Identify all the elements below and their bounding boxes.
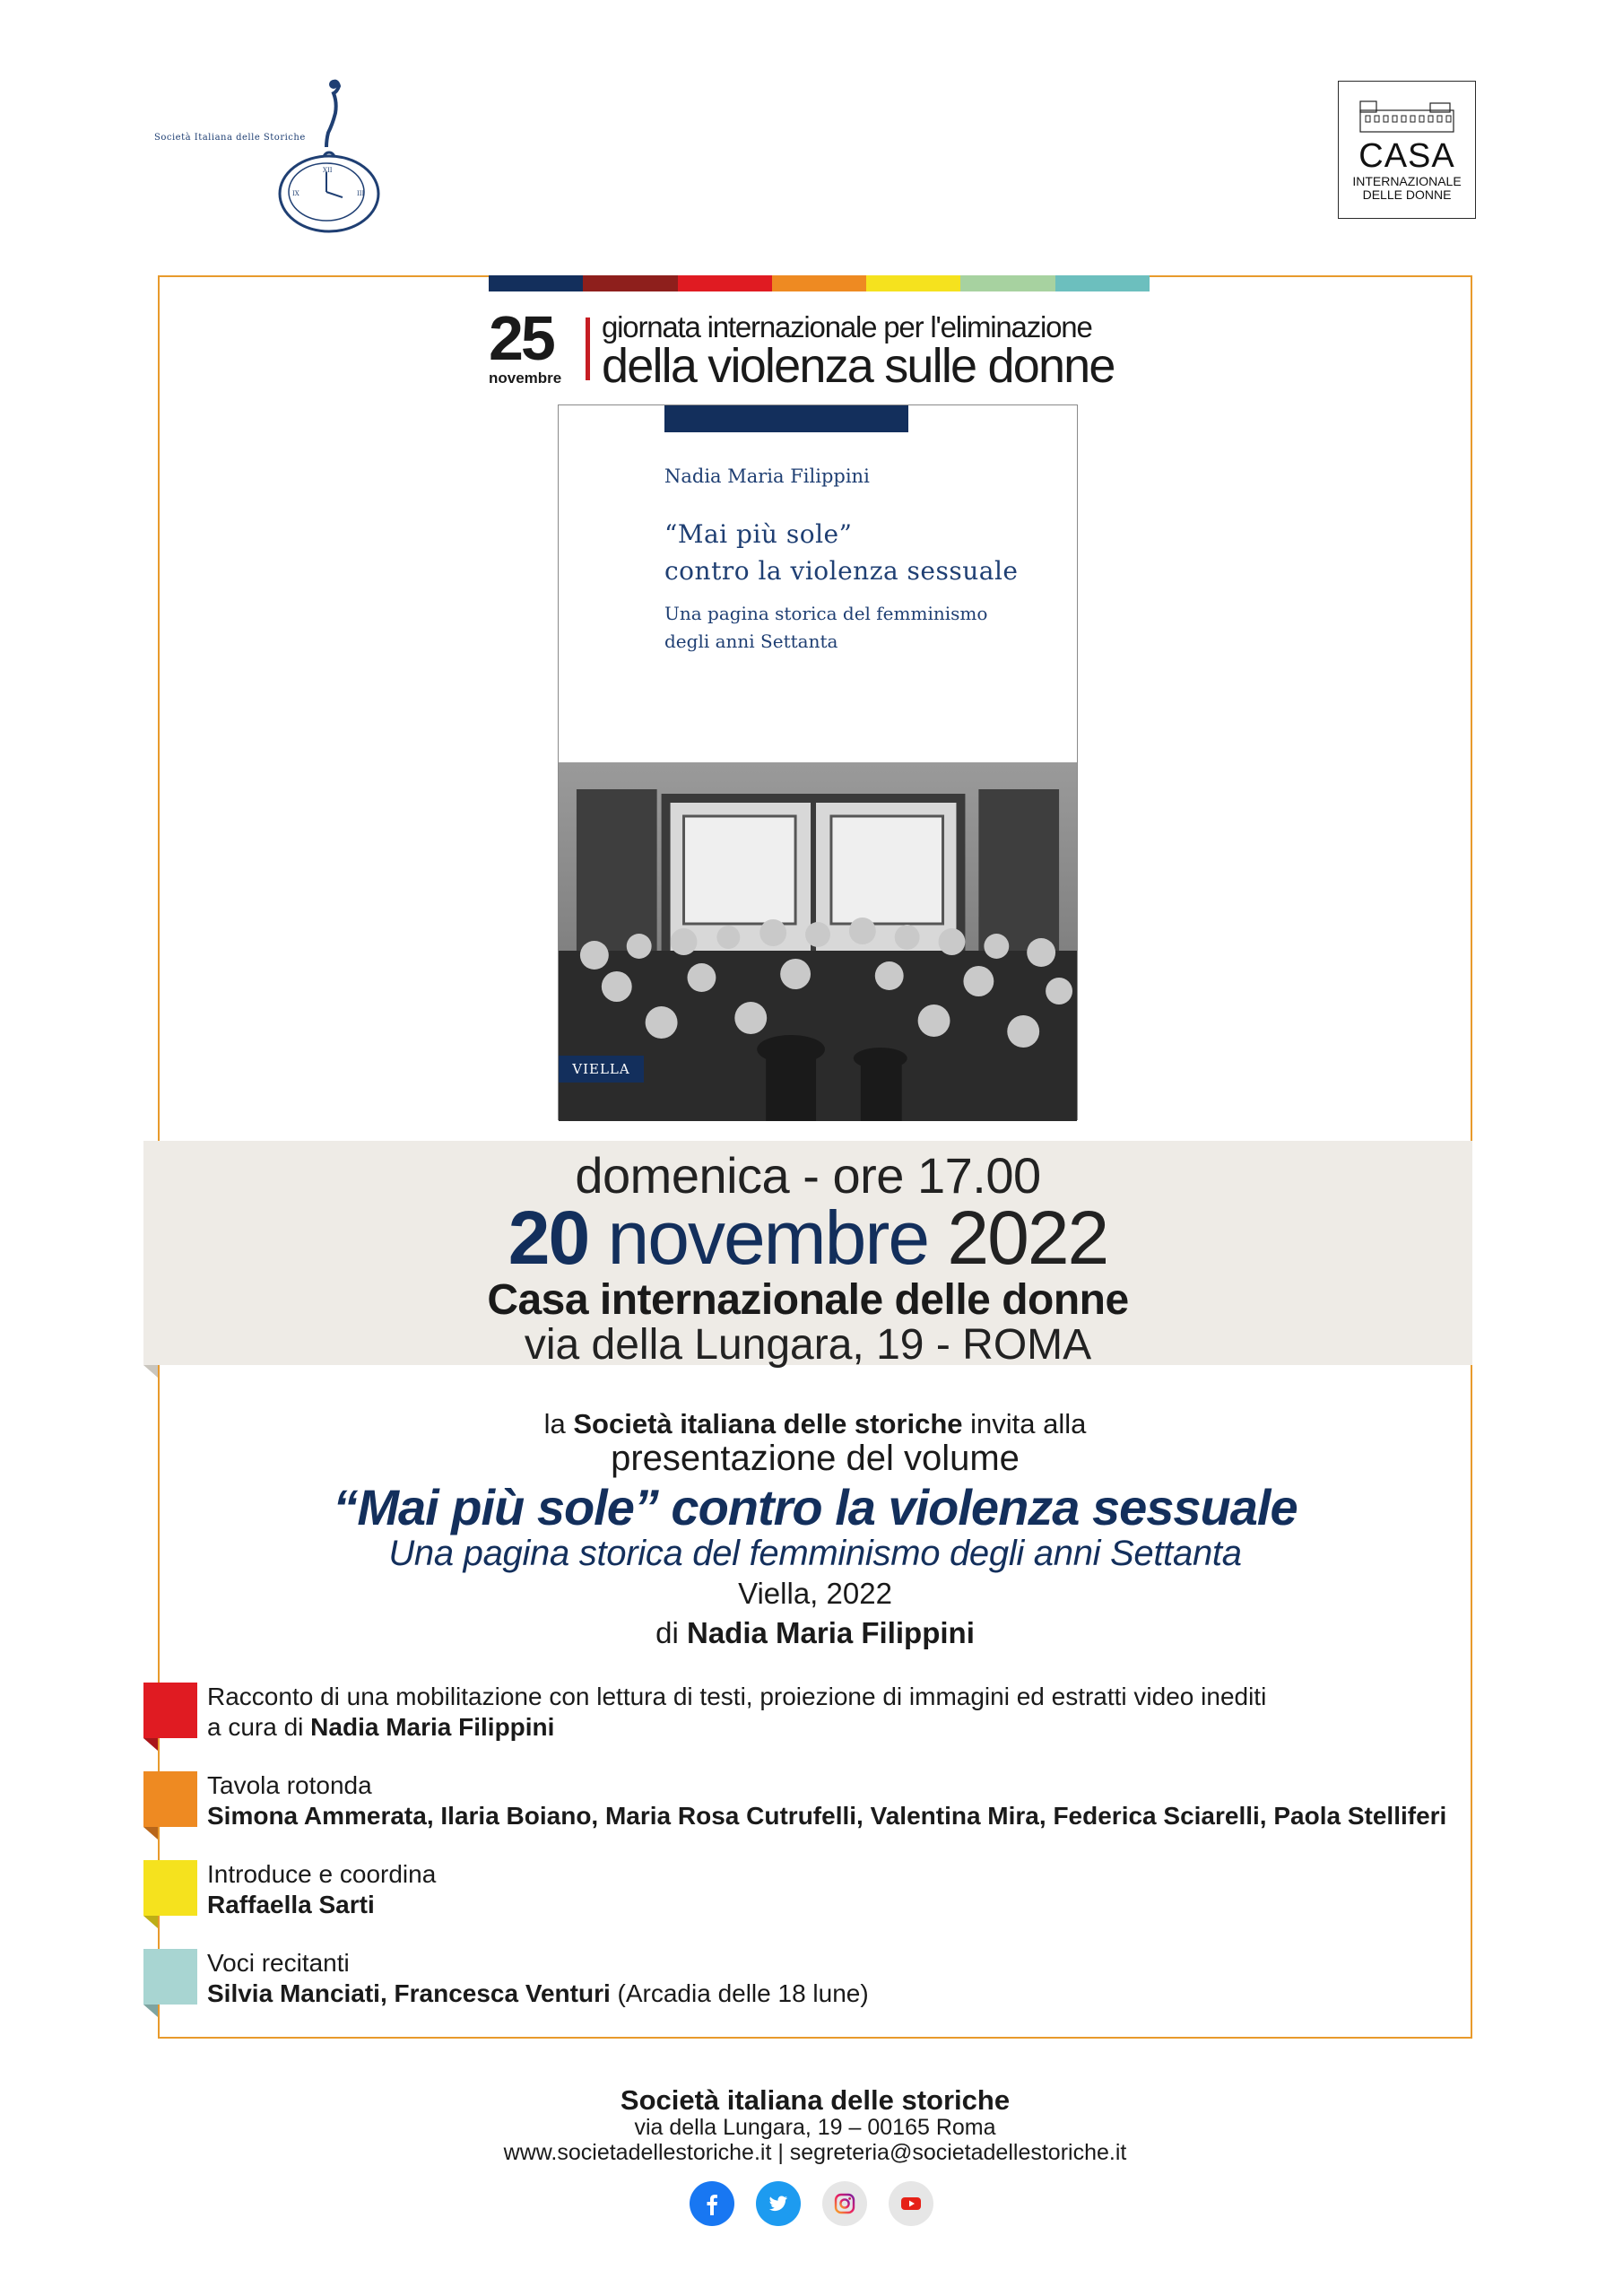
program-item-marker-fold (143, 2005, 158, 2017)
event-venue: Casa internazionale delle donne (487, 1276, 1129, 1324)
stripe-segment (866, 275, 960, 291)
stripe-segment (772, 275, 866, 291)
program-item-people: Nadia Maria Filippini (310, 1713, 555, 1741)
event-address: via della Lungara, 19 - ROMA (524, 1321, 1092, 1369)
banner-line1: giornata internazionale per l'eliminazione (602, 310, 1092, 344)
event-date-band (143, 1141, 1472, 1369)
book-cover-publisher: VIELLA (559, 1056, 644, 1083)
stripe-segment (678, 275, 772, 291)
book-author-name: Nadia Maria Filippini (686, 1616, 975, 1649)
stripe-segment (489, 275, 583, 291)
banner-divider (586, 317, 590, 380)
book-cover-author: Nadia Maria Filippini (664, 465, 870, 487)
program-item-detail-prefix: a cura di (207, 1713, 311, 1741)
social-links (0, 2181, 1623, 2226)
invitation-pre: la (543, 1408, 574, 1439)
invitation-org: Società italiana delle storiche (573, 1408, 963, 1439)
footer-contacts: www.societadellestoriche.it | segreteria@societadellestoriche.it (503, 2140, 1127, 2165)
program-item-title: Racconto di una mobilitazione con lettura di testi, proiezione di immagini ed estratti video inediti (207, 1683, 1267, 1710)
youtube-icon[interactable] (889, 2181, 933, 2226)
svg-text:III: III (357, 190, 365, 197)
footer-org: Società italiana delle storiche (620, 2084, 1011, 2116)
sis-logo-text: Società Italiana delle Storiche (154, 133, 306, 143)
casa-logo-line1: INTERNAZIONALE (1352, 174, 1462, 188)
invitation-post: invita alla (962, 1408, 1087, 1439)
book-cover (558, 404, 1078, 1120)
color-stripe (489, 275, 1150, 291)
program-item-marker (143, 1771, 197, 1827)
book-cover-title-line2: contro la violenza sessuale (664, 556, 1019, 586)
event-date-day: 20 (508, 1196, 589, 1280)
casa-logo-line2: DELLE DONNE (1362, 187, 1452, 202)
building-icon (1358, 98, 1455, 134)
invitation-intro (158, 1408, 1472, 1440)
footer-address: via della Lungara, 19 – 00165 Roma (634, 2115, 996, 2140)
stripe-segment (583, 275, 677, 291)
svg-text:IX: IX (292, 190, 299, 197)
book-subtitle: Una pagina storica del femminismo degli anni Settanta (388, 1534, 1242, 1573)
event-date-month: novembre (607, 1196, 929, 1280)
book-cover-subtitle-line2: degli anni Settanta (664, 631, 838, 652)
program-item-marker (143, 1683, 197, 1738)
program-item-marker (143, 1860, 197, 1916)
program-item (143, 1683, 1462, 1754)
book-author-prefix: di (655, 1616, 687, 1649)
band-fold (143, 1365, 158, 1378)
instagram-icon[interactable] (822, 2181, 867, 2226)
awareness-day-banner (489, 303, 1152, 393)
program-item (143, 1771, 1462, 1843)
invitation-line2: presentazione del volume (611, 1439, 1020, 1478)
casa-logo-title: CASA (1358, 137, 1455, 175)
book-cover-title-line1: “Mai più sole” (664, 519, 853, 549)
event-date (143, 1195, 1472, 1281)
event-day-time: domenica - ore 17.00 (575, 1147, 1041, 1204)
banner-line2: della violenza sulle donne (602, 339, 1115, 393)
facebook-icon[interactable] (690, 2181, 734, 2226)
program-item-title: Voci recitanti (207, 1949, 350, 1977)
program-item (143, 1860, 1462, 1932)
casa-logo (1338, 81, 1476, 219)
program-item-marker-fold (143, 1738, 158, 1751)
program-item-people: Raffaella Sarti (207, 1891, 375, 1918)
program-item-people: Simona Ammerata, Ilaria Boiano, Maria Rosa Cutrufelli, Valentina Mira, Federica Sciarelli, Paola Stelliferi (207, 1802, 1447, 1830)
event-date-year: 2022 (947, 1196, 1108, 1280)
program-item-detail (207, 1802, 1446, 1831)
program-item-detail (207, 1713, 554, 1742)
program-item-marker-fold (143, 1827, 158, 1839)
program-item-detail (207, 1979, 869, 2008)
banner-month: novembre (489, 370, 562, 387)
book-cover-top-bar (664, 405, 908, 432)
program-item-people: Silvia Manciati, Francesca Venturi (207, 1979, 611, 2007)
program-item-title: Introduce e coordina (207, 1860, 437, 1888)
stripe-segment (960, 275, 1055, 291)
stripe-segment (1055, 275, 1150, 291)
program-item-detail (207, 1891, 375, 1919)
program-item-title: Tavola rotonda (207, 1771, 372, 1799)
book-title: “Mai più sole” contro la violenza sessuale (333, 1479, 1298, 1535)
program-item-marker (143, 1949, 197, 2005)
pocket-watch-icon (226, 79, 365, 222)
twitter-icon[interactable] (756, 2181, 801, 2226)
casa-logo-subtitle (1339, 175, 1475, 202)
book-edition: Viella, 2022 (738, 1577, 892, 1610)
program-item-detail-suffix: (Arcadia delle 18 lune) (610, 1979, 869, 2007)
svg-text:XII: XII (323, 167, 333, 174)
sis-logo (154, 79, 365, 222)
program-item-marker-fold (143, 1916, 158, 1928)
book-author-line (158, 1616, 1472, 1650)
banner-day: 25 (489, 303, 553, 373)
program-item (143, 1949, 1462, 2021)
book-cover-subtitle-line1: Una pagina storica del femminismo (664, 603, 988, 624)
